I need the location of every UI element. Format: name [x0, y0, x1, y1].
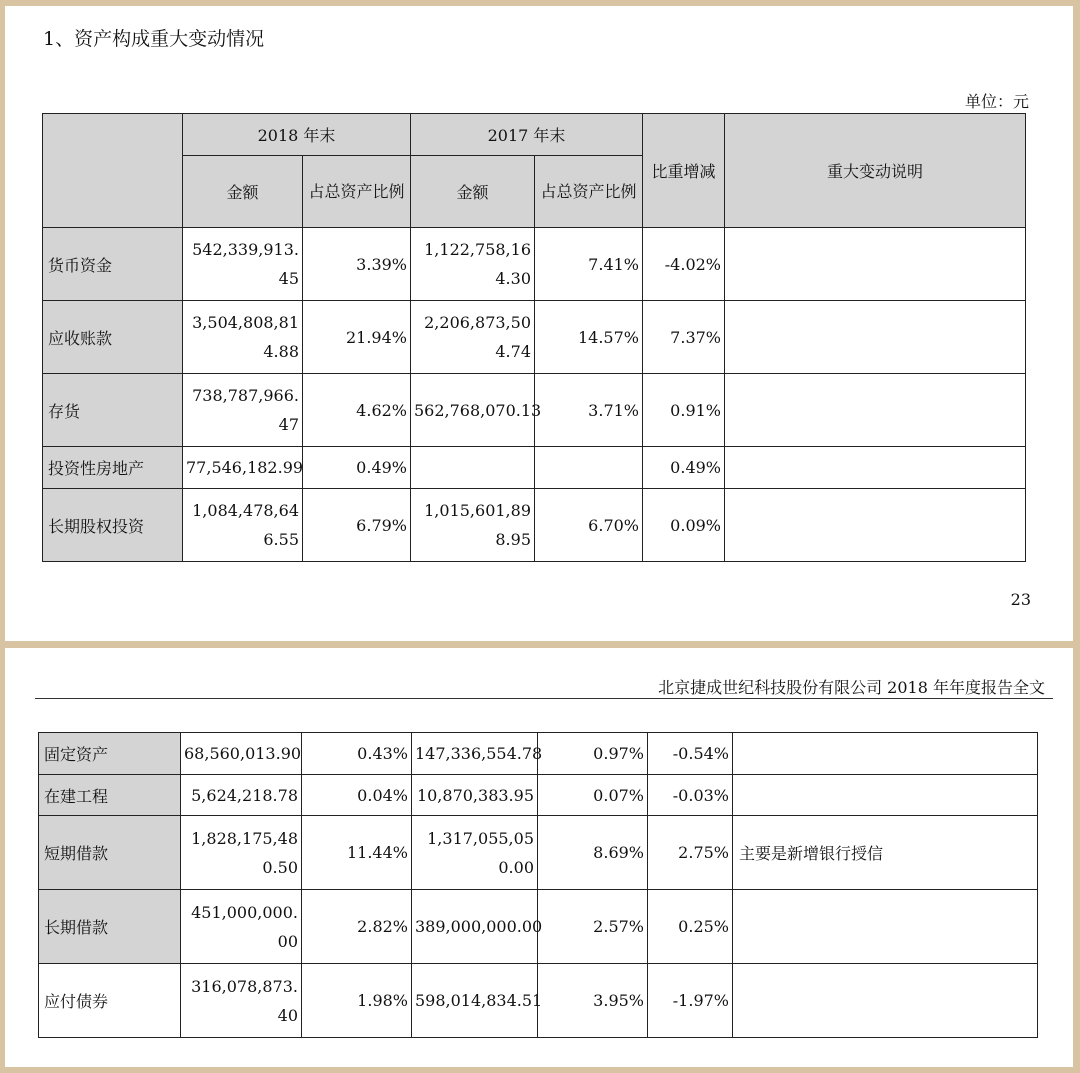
amount-2018: 451,000,000.00 — [181, 890, 302, 964]
row-label: 应付债券 — [39, 964, 181, 1038]
table-header-row — [43, 114, 1026, 156]
report-page-24 — [5, 648, 1073, 1067]
change-note — [725, 374, 1026, 447]
header-rule — [35, 698, 1053, 699]
amount-2017: 1,317,055,050.00 — [412, 816, 538, 890]
ratio-change: 2.75% — [648, 816, 733, 890]
header-ratio-2018: 占总资产比例 — [303, 156, 411, 228]
table-row — [39, 890, 1038, 964]
table-row — [43, 489, 1026, 562]
table-row — [39, 775, 1038, 816]
row-label: 货币资金 — [43, 228, 183, 301]
ratio-2018: 0.49% — [303, 447, 411, 489]
row-label: 在建工程 — [39, 775, 181, 816]
ratio-2018: 3.39% — [303, 228, 411, 301]
amount-2018: 316,078,873.40 — [181, 964, 302, 1038]
amount-2018: 68,560,013.90 — [181, 733, 302, 775]
unit-label: 单位：元 — [964, 92, 1029, 111]
table-row — [43, 228, 1026, 301]
amount-2018: 1,084,478,646.55 — [183, 489, 303, 562]
header-blank — [43, 114, 183, 228]
ratio-2017: 0.07% — [538, 775, 648, 816]
ratio-2018: 6.79% — [303, 489, 411, 562]
amount-2017: 147,336,554.78 — [412, 733, 538, 775]
change-note — [725, 489, 1026, 562]
header-2017: 2017 年末 — [411, 114, 643, 156]
change-note — [725, 301, 1026, 374]
amount-2018: 5,624,218.78 — [181, 775, 302, 816]
header-change: 比重增减 — [643, 114, 725, 228]
amount-2017: 389,000,000.00 — [412, 890, 538, 964]
amount-2018: 738,787,966.47 — [183, 374, 303, 447]
row-label: 长期借款 — [39, 890, 181, 964]
ratio-2018: 11.44% — [302, 816, 412, 890]
row-label: 存货 — [43, 374, 183, 447]
report-page-23 — [5, 6, 1073, 641]
ratio-2018: 21.94% — [303, 301, 411, 374]
ratio-change: -0.03% — [648, 775, 733, 816]
ratio-change: -1.97% — [648, 964, 733, 1038]
ratio-2017: 14.57% — [535, 301, 643, 374]
amount-2017: 1,015,601,898.95 — [411, 489, 535, 562]
table-row — [39, 816, 1038, 890]
ratio-2018: 0.43% — [302, 733, 412, 775]
change-note — [725, 447, 1026, 489]
amount-2017: 562,768,070.13 — [411, 374, 535, 447]
table-row — [39, 964, 1038, 1038]
ratio-2017: 8.69% — [538, 816, 648, 890]
amount-2017 — [411, 447, 535, 489]
ratio-2017: 3.95% — [538, 964, 648, 1038]
ratio-2017: 2.57% — [538, 890, 648, 964]
row-label: 投资性房地产 — [43, 447, 183, 489]
header-ratio-2017: 占总资产比例 — [535, 156, 643, 228]
ratio-change: 0.91% — [643, 374, 725, 447]
ratio-change: 0.25% — [648, 890, 733, 964]
ratio-2017: 6.70% — [535, 489, 643, 562]
amount-2017: 10,870,383.95 — [412, 775, 538, 816]
ratio-2017 — [535, 447, 643, 489]
change-note — [733, 890, 1038, 964]
change-note — [733, 733, 1038, 775]
header-explanation: 重大变动说明 — [725, 114, 1026, 228]
ratio-change: 7.37% — [643, 301, 725, 374]
row-label: 长期股权投资 — [43, 489, 183, 562]
amount-2017: 1,122,758,164.30 — [411, 228, 535, 301]
amount-2018: 77,546,182.99 — [183, 447, 303, 489]
amount-2018: 3,504,808,814.88 — [183, 301, 303, 374]
change-note — [733, 775, 1038, 816]
ratio-2018: 4.62% — [303, 374, 411, 447]
change-note — [725, 228, 1026, 301]
amount-2017: 2,206,873,504.74 — [411, 301, 535, 374]
table-row — [39, 733, 1038, 775]
ratio-change: 0.09% — [643, 489, 725, 562]
ratio-2017: 0.97% — [538, 733, 648, 775]
change-note — [733, 964, 1038, 1038]
table-row — [43, 301, 1026, 374]
row-label: 短期借款 — [39, 816, 181, 890]
ratio-change: -4.02% — [643, 228, 725, 301]
header-amount-2017: 金额 — [411, 156, 535, 228]
ratio-2018: 2.82% — [302, 890, 412, 964]
ratio-2018: 0.04% — [302, 775, 412, 816]
ratio-2017: 3.71% — [535, 374, 643, 447]
change-note: 主要是新增银行授信 — [733, 816, 1038, 890]
asset-composition-table — [42, 113, 1026, 562]
running-header: 北京捷成世纪科技股份有限公司 2018 年年度报告全文 — [658, 678, 1045, 697]
table-row — [43, 447, 1026, 489]
amount-2018: 1,828,175,480.50 — [181, 816, 302, 890]
amount-2017: 598,014,834.51 — [412, 964, 538, 1038]
ratio-2017: 7.41% — [535, 228, 643, 301]
section-heading: 1、资产构成重大变动情况 — [43, 28, 265, 50]
amount-2018: 542,339,913.45 — [183, 228, 303, 301]
ratio-change: -0.54% — [648, 733, 733, 775]
header-2018: 2018 年末 — [183, 114, 411, 156]
ratio-change: 0.49% — [643, 447, 725, 489]
ratio-2018: 1.98% — [302, 964, 412, 1038]
table-row — [43, 374, 1026, 447]
asset-composition-table-continued — [38, 732, 1038, 1038]
header-amount-2018: 金额 — [183, 156, 303, 228]
page-number: 23 — [1010, 590, 1031, 609]
row-label: 应收账款 — [43, 301, 183, 374]
row-label: 固定资产 — [39, 733, 181, 775]
